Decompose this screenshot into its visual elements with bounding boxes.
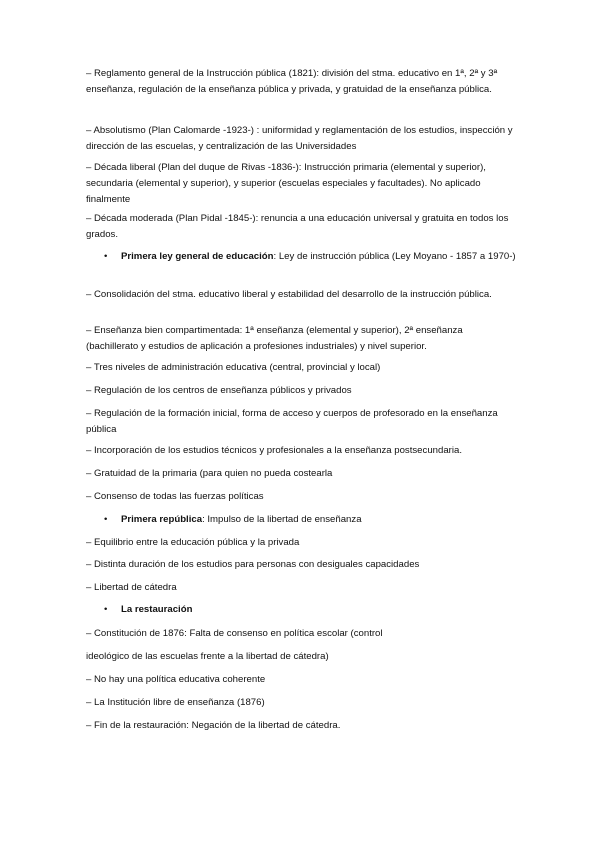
paragraph: – Regulación de los centros de enseñanza públicos y privados — [86, 385, 352, 396]
bullet-bold: Primera ley general de educación — [121, 251, 274, 262]
paragraph: – Tres niveles de administración educativa (central, provincial y local) — [86, 362, 381, 373]
bullet-bold: Primera república — [121, 514, 203, 525]
paragraph: – Consenso de todas las fuerzas políticas — [86, 491, 264, 502]
bullet-text — [121, 602, 516, 618]
bullet-bold: La restauración — [121, 604, 193, 615]
paragraph: – Enseñanza bien compartimentada: 1ª enseñanza (elemental y superior), 2ª enseñanza (bachillerato y estudios de aplicación a profesiones industriales) y nivel superior. — [86, 325, 463, 353]
paragraph: – Libertad de cátedra — [86, 582, 177, 593]
paragraph: – Equilibrio entre la educación pública y la privada — [86, 537, 300, 548]
bullet-text — [121, 512, 516, 528]
paragraph: – Década liberal (Plan del duque de Rivas -1836-): Instrucción primaria (elemental y superior), secundaria (elemental y superior), y superior (escuelas especiales y facultades). No aplicado finalmente — [86, 162, 486, 206]
paragraph: – No hay una política educativa coherente — [86, 674, 266, 685]
bullet-text — [121, 249, 516, 265]
bullet-rest: : Impulso de la libertad de enseñanza — [202, 514, 362, 525]
paragraph: – Constitución de 1876: Falta de consenso en política escolar (control — [86, 628, 383, 639]
paragraph: – Reglamento general de la Instrucción pública (1821): división del stma. educativo en 1ª, 2ª y 3ª enseñanza, regulación de la enseñanza pública y privada, y gratuidad de la enseñanza pública. — [86, 68, 498, 96]
paragraph: – Regulación de la formación inicial, forma de acceso y cuerpos de profesorado en la enseñanza pública — [86, 408, 498, 436]
paragraph: – Fin de la restauración: Negación de la libertad de cátedra. — [86, 720, 341, 731]
bullet-icon: • — [104, 251, 108, 262]
paragraph: – La Institución libre de enseñanza (1876) — [86, 697, 265, 708]
paragraph: ideológico de las escuelas frente a la libertad de cátedra) — [86, 651, 329, 662]
bullet-rest: : Ley de instrucción pública (Ley Moyano - 1857 a 1970-) — [273, 251, 516, 262]
bullet-icon: • — [104, 604, 108, 615]
paragraph: – Década moderada (Plan Pidal -1845-): renuncia a una educación universal y gratuita en todos los grados. — [86, 213, 509, 241]
paragraph: – Incorporación de los estudios técnicos y profesionales a la enseñanza postsecundaria. — [86, 445, 462, 456]
bullet-icon: • — [104, 514, 108, 525]
paragraph: – Absolutismo (Plan Calomarde -1923-) : uniformidad y reglamentación de los estudios, inspección y dirección de las escuelas, y centralización de las Universidades — [86, 125, 513, 153]
paragraph: – Distinta duración de los estudios para personas con desiguales capacidades — [86, 559, 420, 570]
paragraph: – Consolidación del stma. educativo liberal y estabilidad del desarrollo de la instrucción pública. — [86, 289, 492, 300]
paragraph: – Gratuidad de la primaria (para quien no pueda costearla — [86, 468, 333, 479]
